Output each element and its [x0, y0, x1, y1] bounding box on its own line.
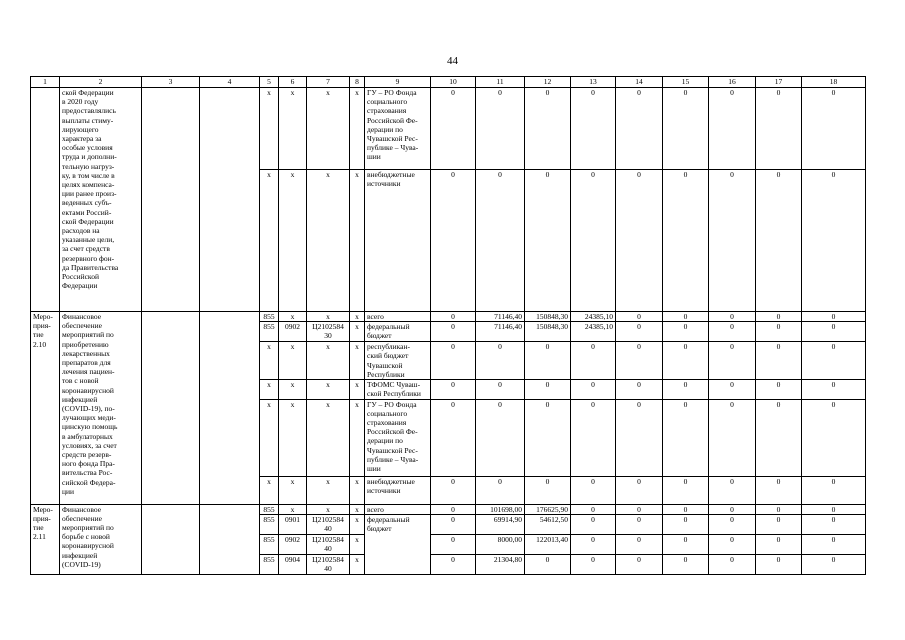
amount-cell: 0 — [571, 554, 616, 574]
amount-cell: 0 — [756, 504, 802, 514]
amount-cell: 0 — [571, 514, 616, 534]
grbs-code: 855 — [260, 322, 279, 342]
measure-description: ской Федерации в 2020 году предоставлялись выплаты стиму- лирующего характера за особые условия труда и дополни- тельную нагруз- ку, в том числе в целях компенса- ции ранее произ- веденных субъ- ектами Россий- ской Федерации расходов на указанные цели, за счет средств резервного фон- да Правительства Российской Федерации — [60, 88, 142, 312]
amount-cell: 0 — [709, 342, 756, 380]
target-article-code: x — [307, 342, 350, 380]
column-number: 15 — [663, 77, 709, 88]
amount-cell: 0 — [525, 554, 571, 574]
amount-cell: 0 — [616, 504, 663, 514]
amount-cell: 0 — [709, 312, 756, 322]
amount-cell: 0 — [616, 342, 663, 380]
amount-cell: 150848,30 — [525, 312, 571, 322]
amount-cell: 0 — [663, 322, 709, 342]
executor-cell — [142, 88, 200, 312]
grbs-code: 855 — [260, 312, 279, 322]
column-number: 12 — [525, 77, 571, 88]
amount-cell: 0 — [476, 88, 525, 170]
amount-cell: 0 — [431, 322, 476, 342]
amount-cell: 0 — [663, 534, 709, 554]
measure-number: Меро- прия- тие 2.10 — [31, 312, 60, 505]
section-code: 0902 — [279, 322, 307, 342]
amount-cell: 0 — [802, 312, 866, 322]
amount-cell: 0 — [756, 380, 802, 399]
amount-cell: 0 — [709, 322, 756, 342]
amount-cell: 0 — [431, 88, 476, 170]
amount-cell: 0 — [663, 554, 709, 574]
target-article-code: x — [307, 380, 350, 399]
amount-cell: 0 — [616, 514, 663, 534]
amount-cell: 0 — [756, 312, 802, 322]
amount-cell: 0 — [802, 322, 866, 342]
amount-cell: 0 — [756, 88, 802, 170]
column-number: 8 — [350, 77, 365, 88]
column-number: 3 — [142, 77, 200, 88]
amount-cell: 0 — [616, 534, 663, 554]
amount-cell: 0 — [616, 554, 663, 574]
amount-cell: 0 — [571, 342, 616, 380]
goal-cell — [200, 88, 260, 312]
amount-cell: 0 — [802, 504, 866, 514]
section-code: x — [279, 170, 307, 312]
column-number: 1 — [31, 77, 60, 88]
page-number: 44 — [447, 55, 458, 67]
amount-cell: 24385,10 — [571, 322, 616, 342]
funding-source: республикан- ский бюджет Чувашской Республики — [365, 342, 431, 380]
amount-cell: 0 — [571, 88, 616, 170]
expense-type-code: x — [350, 88, 365, 170]
amount-cell: 0 — [431, 504, 476, 514]
amount-cell: 0 — [802, 554, 866, 574]
amount-cell: 0 — [431, 312, 476, 322]
target-article-code: x — [307, 88, 350, 170]
grbs-code: 855 — [260, 534, 279, 554]
table-row — [31, 504, 866, 514]
amount-cell: 0 — [756, 476, 802, 504]
expense-type-code: x — [350, 342, 365, 380]
funding-source: ГУ – РО Фонда социального страхования Российской Фе- дерации по Чувашской Рес- публике – Чува- шии — [365, 399, 431, 476]
column-number: 6 — [279, 77, 307, 88]
amount-cell: 54612,50 — [525, 514, 571, 534]
grbs-code: x — [260, 88, 279, 170]
amount-cell: 0 — [616, 380, 663, 399]
section-code: x — [279, 88, 307, 170]
column-number: 7 — [307, 77, 350, 88]
amount-cell: 0 — [756, 514, 802, 534]
amount-cell: 0 — [802, 399, 866, 476]
column-number: 17 — [756, 77, 802, 88]
funding-source: внебюджетные источники — [365, 476, 431, 504]
amount-cell: 0 — [709, 88, 756, 170]
column-number: 11 — [476, 77, 525, 88]
amount-cell: 0 — [756, 170, 802, 312]
amount-cell: 71146,40 — [476, 322, 525, 342]
amount-cell: 0 — [709, 514, 756, 534]
amount-cell: 0 — [431, 476, 476, 504]
section-code: x — [279, 399, 307, 476]
amount-cell: 0 — [571, 380, 616, 399]
goal-cell — [200, 504, 260, 574]
amount-cell: 0 — [476, 170, 525, 312]
expense-type-code: x — [350, 476, 365, 504]
expense-type-code: x — [350, 504, 365, 514]
amount-cell: 122013,40 — [525, 534, 571, 554]
amount-cell: 0 — [756, 342, 802, 380]
amount-cell: 0 — [525, 380, 571, 399]
amount-cell: 0 — [431, 399, 476, 476]
amount-cell: 69914,90 — [476, 514, 525, 534]
amount-cell: 176625,90 — [525, 504, 571, 514]
expense-type-code: x — [350, 170, 365, 312]
amount-cell: 71146,40 — [476, 312, 525, 322]
column-number: 14 — [616, 77, 663, 88]
amount-cell: 0 — [476, 342, 525, 380]
expense-type-code: x — [350, 514, 365, 534]
amount-cell: 0 — [616, 312, 663, 322]
funding-source: внебюджетные источники — [365, 170, 431, 312]
amount-cell: 0 — [616, 476, 663, 504]
funding-source: всего — [365, 312, 431, 322]
grbs-code: x — [260, 380, 279, 399]
amount-cell: 0 — [663, 88, 709, 170]
funding-source: федеральный бюджет — [365, 514, 431, 574]
executor-cell — [142, 504, 200, 574]
target-article-code: Ц2102584 40 — [307, 514, 350, 534]
goal-cell — [200, 312, 260, 505]
grbs-code: x — [260, 342, 279, 380]
amount-cell: 0 — [802, 170, 866, 312]
column-number: 18 — [802, 77, 866, 88]
amount-cell: 0 — [431, 342, 476, 380]
amount-cell: 0 — [525, 399, 571, 476]
amount-cell: 0 — [709, 399, 756, 476]
amount-cell: 0 — [525, 342, 571, 380]
grbs-code: 855 — [260, 514, 279, 534]
table-row — [31, 88, 866, 170]
column-number: 5 — [260, 77, 279, 88]
amount-cell: 0 — [709, 476, 756, 504]
amount-cell: 0 — [571, 504, 616, 514]
amount-cell: 0 — [802, 514, 866, 534]
funding-source: федеральный бюджет — [365, 322, 431, 342]
column-number: 16 — [709, 77, 756, 88]
amount-cell: 0 — [756, 399, 802, 476]
amount-cell: 0 — [616, 322, 663, 342]
amount-cell: 0 — [756, 322, 802, 342]
amount-cell: 0 — [663, 504, 709, 514]
expense-type-code: x — [350, 554, 365, 574]
amount-cell: 0 — [802, 534, 866, 554]
amount-cell: 0 — [431, 170, 476, 312]
column-number: 4 — [200, 77, 260, 88]
amount-cell: 24385,10 — [571, 312, 616, 322]
amount-cell: 0 — [571, 534, 616, 554]
amount-cell: 0 — [663, 399, 709, 476]
amount-cell: 0 — [709, 380, 756, 399]
amount-cell: 0 — [571, 476, 616, 504]
target-article-code: x — [307, 170, 350, 312]
amount-cell: 150848,30 — [525, 322, 571, 342]
amount-cell: 0 — [709, 554, 756, 574]
amount-cell: 0 — [709, 504, 756, 514]
amount-cell: 0 — [431, 380, 476, 399]
expense-type-code: x — [350, 312, 365, 322]
section-code: x — [279, 504, 307, 514]
program-finance-table — [30, 76, 866, 575]
column-number: 9 — [365, 77, 431, 88]
section-code: 0902 — [279, 534, 307, 554]
target-article-code: Ц2102584 40 — [307, 554, 350, 574]
amount-cell: 0 — [476, 380, 525, 399]
amount-cell: 0 — [663, 312, 709, 322]
amount-cell: 0 — [571, 170, 616, 312]
amount-cell: 0 — [476, 399, 525, 476]
amount-cell: 0 — [431, 514, 476, 534]
grbs-code: x — [260, 476, 279, 504]
funding-source: ГУ – РО Фонда социального страхования Российской Фе- дерации по Чувашской Рес- публике – Чува- шии — [365, 88, 431, 170]
target-article-code: Ц2102584 40 — [307, 534, 350, 554]
amount-cell: 0 — [525, 170, 571, 312]
amount-cell: 0 — [756, 534, 802, 554]
expense-type-code: x — [350, 322, 365, 342]
amount-cell: 0 — [663, 170, 709, 312]
grbs-code: x — [260, 399, 279, 476]
target-article-code: x — [307, 476, 350, 504]
grbs-code: 855 — [260, 554, 279, 574]
funding-source: всего — [365, 504, 431, 514]
measure-cell — [31, 88, 60, 312]
amount-cell: 0 — [802, 476, 866, 504]
executor-cell — [142, 312, 200, 505]
column-number: 2 — [60, 77, 142, 88]
amount-cell: 0 — [802, 380, 866, 399]
amount-cell: 0 — [431, 554, 476, 574]
amount-cell: 0 — [525, 476, 571, 504]
target-article-code: x — [307, 504, 350, 514]
column-number: 13 — [571, 77, 616, 88]
expense-type-code: x — [350, 534, 365, 554]
amount-cell: 0 — [802, 88, 866, 170]
target-article-code: x — [307, 399, 350, 476]
amount-cell: 0 — [802, 342, 866, 380]
amount-cell: 0 — [756, 554, 802, 574]
column-number: 10 — [431, 77, 476, 88]
measure-description: Финансовое обеспечение мероприятий по борьбе с новой коронавирусной инфекцией (COVID-19) — [60, 504, 142, 574]
target-article-code: x — [307, 312, 350, 322]
amount-cell: 8000,00 — [476, 534, 525, 554]
expense-type-code: x — [350, 399, 365, 476]
amount-cell: 0 — [431, 534, 476, 554]
amount-cell: 0 — [571, 399, 616, 476]
section-code: x — [279, 380, 307, 399]
amount-cell: 0 — [616, 88, 663, 170]
amount-cell: 21304,80 — [476, 554, 525, 574]
column-number-row — [31, 77, 866, 88]
funding-source: ТФОМС Чуваш- ской Республики — [365, 380, 431, 399]
amount-cell: 0 — [709, 170, 756, 312]
amount-cell: 0 — [663, 514, 709, 534]
section-code: x — [279, 312, 307, 322]
target-article-code: Ц2102584 30 — [307, 322, 350, 342]
amount-cell: 0 — [663, 476, 709, 504]
amount-cell: 0 — [663, 342, 709, 380]
expense-type-code: x — [350, 380, 365, 399]
amount-cell: 0 — [616, 170, 663, 312]
section-code: x — [279, 342, 307, 380]
grbs-code: 855 — [260, 504, 279, 514]
section-code: 0904 — [279, 554, 307, 574]
amount-cell: 0 — [663, 380, 709, 399]
grbs-code: x — [260, 170, 279, 312]
table-row — [31, 312, 866, 322]
amount-cell: 0 — [709, 534, 756, 554]
section-code: x — [279, 476, 307, 504]
measure-number: Меро- прия- тие 2.11 — [31, 504, 60, 574]
measure-description: Финансовое обеспечение мероприятий по приобретению лекарственных препаратов для лечения пациен- тов с новой коронавирусной инфекцией (COVID-19), по- лучающих меди- цинскую помощь в амбулаторных условиях, за счет средств резерв- ного фонда Пра- вительства Рос- сийской Федера- ции — [60, 312, 142, 505]
section-code: 0901 — [279, 514, 307, 534]
amount-cell: 0 — [476, 476, 525, 504]
amount-cell: 0 — [525, 88, 571, 170]
amount-cell: 0 — [616, 399, 663, 476]
amount-cell: 101698,00 — [476, 504, 525, 514]
